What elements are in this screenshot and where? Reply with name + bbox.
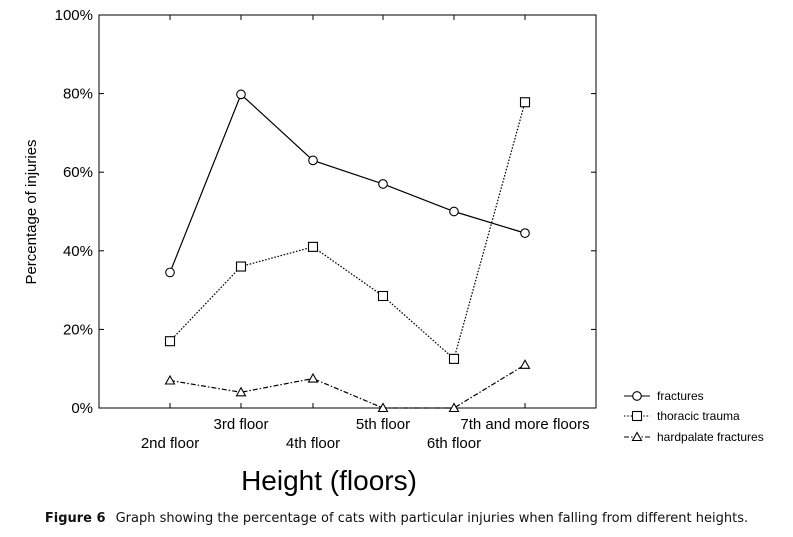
data-point	[166, 268, 175, 277]
legend-marker	[633, 392, 642, 401]
data-point	[521, 98, 530, 107]
legend-label: hardpalate fractures	[657, 430, 764, 444]
data-point	[450, 207, 459, 216]
data-point	[237, 90, 246, 99]
x-tick-label: 5th floor	[355, 416, 411, 433]
legend-marker	[633, 412, 642, 421]
legend-item	[624, 430, 764, 444]
data-point	[309, 156, 318, 165]
x-tick-label: 7th and more floors	[460, 416, 590, 433]
y-tick-label: 60%	[62, 164, 93, 182]
legend	[624, 389, 764, 444]
legend-label: fractures	[657, 389, 704, 403]
data-point	[450, 354, 459, 363]
data-point	[309, 374, 318, 382]
series-layer	[166, 90, 530, 411]
legend-marker	[633, 433, 642, 441]
y-tick-label: 100%	[54, 7, 93, 24]
data-point	[309, 242, 318, 251]
series-line	[170, 102, 525, 359]
y-tick-label: 0%	[71, 400, 93, 417]
series-fractures	[166, 90, 530, 277]
x-tick-label: 3rd floor	[213, 416, 269, 433]
plot-frame	[99, 15, 596, 408]
x-axis-label: Height (floors)	[241, 465, 417, 496]
data-point	[379, 180, 388, 189]
y-axis-label: Percentage of injuries	[23, 139, 40, 285]
data-point	[166, 337, 175, 346]
data-point	[379, 291, 388, 300]
legend-label: thoracic trauma	[657, 409, 740, 423]
y-tick-labels	[55, 7, 93, 417]
series-thoracic-trauma	[166, 98, 530, 364]
x-tick-labels	[141, 416, 590, 452]
data-point	[166, 376, 175, 384]
legend-item	[624, 389, 704, 403]
y-tick-label: 40%	[62, 242, 93, 260]
figure-label: Figure 6	[44, 511, 106, 526]
y-tick-label: 80%	[62, 85, 93, 103]
figure-caption-text: Graph showing the percentage of cats with particular injuries when falling from different heights.	[115, 511, 749, 526]
data-point	[521, 229, 530, 238]
x-tick-label: 4th floor	[285, 435, 341, 452]
plot-axes	[99, 15, 596, 408]
data-point	[521, 360, 530, 368]
legend-item	[624, 409, 740, 423]
data-point	[237, 262, 246, 271]
figure-caption	[0, 511, 793, 526]
series-hardpalate-fractures	[166, 360, 530, 411]
x-tick-label: 2nd floor	[140, 435, 200, 452]
y-tick-label: 20%	[62, 321, 93, 339]
series-line	[170, 94, 525, 272]
x-tick-label: 6th floor	[426, 435, 482, 452]
series-line	[170, 365, 525, 408]
